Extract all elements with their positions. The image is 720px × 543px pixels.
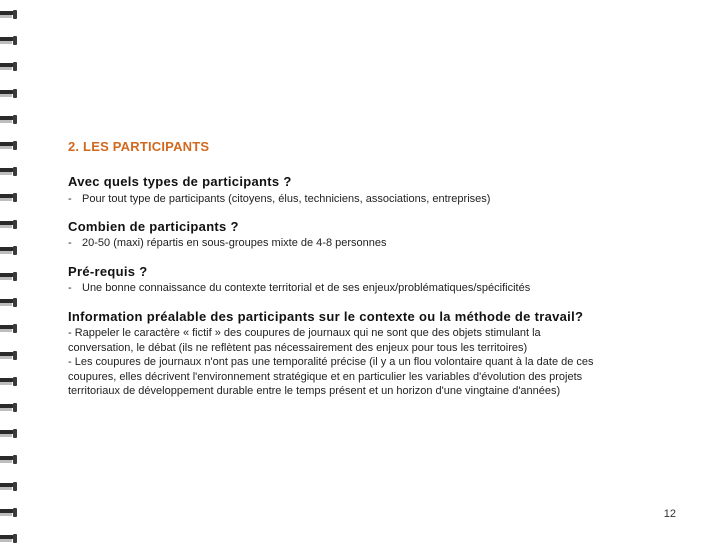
- answer-line: - Rappeler le caractère « fictif » des coupures de journaux qui ne sont que des objets stimulant la: [68, 327, 541, 339]
- answer-prior-information: [68, 326, 658, 399]
- binding-ring: [0, 272, 22, 281]
- binding-ring: [0, 10, 22, 19]
- answer-text: Une bonne connaissance du contexte territorial et de ses enjeux/problématiques/spécificités: [82, 282, 531, 294]
- bullet-dash: -: [68, 237, 72, 249]
- answer-line: conversation, le débat (ils ne reflètent pas nécessairement des enjeux pour tous les territoires): [68, 341, 528, 354]
- binding-ring: [0, 377, 22, 386]
- page-number: 12: [663, 508, 676, 520]
- question-participant-count: Combien de participants ?: [68, 219, 239, 234]
- bullet-dash: -: [68, 282, 72, 294]
- answer-participant-count: [68, 236, 658, 251]
- binding-ring: [0, 324, 22, 333]
- binding-ring: [0, 89, 22, 98]
- question-participant-types: Avec quels types de participants ?: [68, 174, 292, 189]
- binding-ring: [0, 115, 22, 124]
- binding-ring: [0, 167, 22, 176]
- question-prior-information: Information préalable des participants sur le contexte ou la méthode de travail?: [68, 309, 584, 324]
- binding-ring: [0, 429, 22, 438]
- binding-ring: [0, 482, 22, 491]
- answer-prerequisites: [68, 281, 658, 296]
- answer-line: territoriaux de développement durable entre le temps présent et un horizon d'une vingtaine d'années): [68, 385, 561, 397]
- binding-ring: [0, 220, 22, 229]
- bullet-dash: -: [68, 193, 72, 205]
- binding-ring: [0, 246, 22, 255]
- answer-participant-types: [68, 192, 658, 207]
- binding-ring: [0, 455, 22, 464]
- spiral-binding: [0, 0, 26, 540]
- binding-ring: [0, 403, 22, 412]
- question-prerequisites: Pré-requis ?: [68, 264, 148, 279]
- section-title: 2. LES PARTICIPANTS: [68, 139, 210, 154]
- binding-ring: [0, 508, 22, 517]
- binding-ring: [0, 62, 22, 71]
- binding-ring: [0, 141, 22, 150]
- answer-line: - Les coupures de journaux n'ont pas une temporalité précise (il y a un flou volontaire quant à la date de ces: [68, 356, 594, 368]
- binding-ring: [0, 193, 22, 202]
- binding-ring: [0, 298, 22, 307]
- binding-ring: [0, 351, 22, 360]
- answer-line: coupures, elles décrivent l'environnement stratégique et en particulier les variables d'évolution des projets: [68, 370, 583, 383]
- answer-text: 20-50 (maxi) répartis en sous-groupes mixte de 4-8 personnes: [82, 237, 387, 249]
- binding-ring: [0, 36, 22, 45]
- binding-ring: [0, 534, 22, 543]
- answer-text: Pour tout type de participants (citoyens, élus, techniciens, associations, entreprises): [82, 193, 491, 205]
